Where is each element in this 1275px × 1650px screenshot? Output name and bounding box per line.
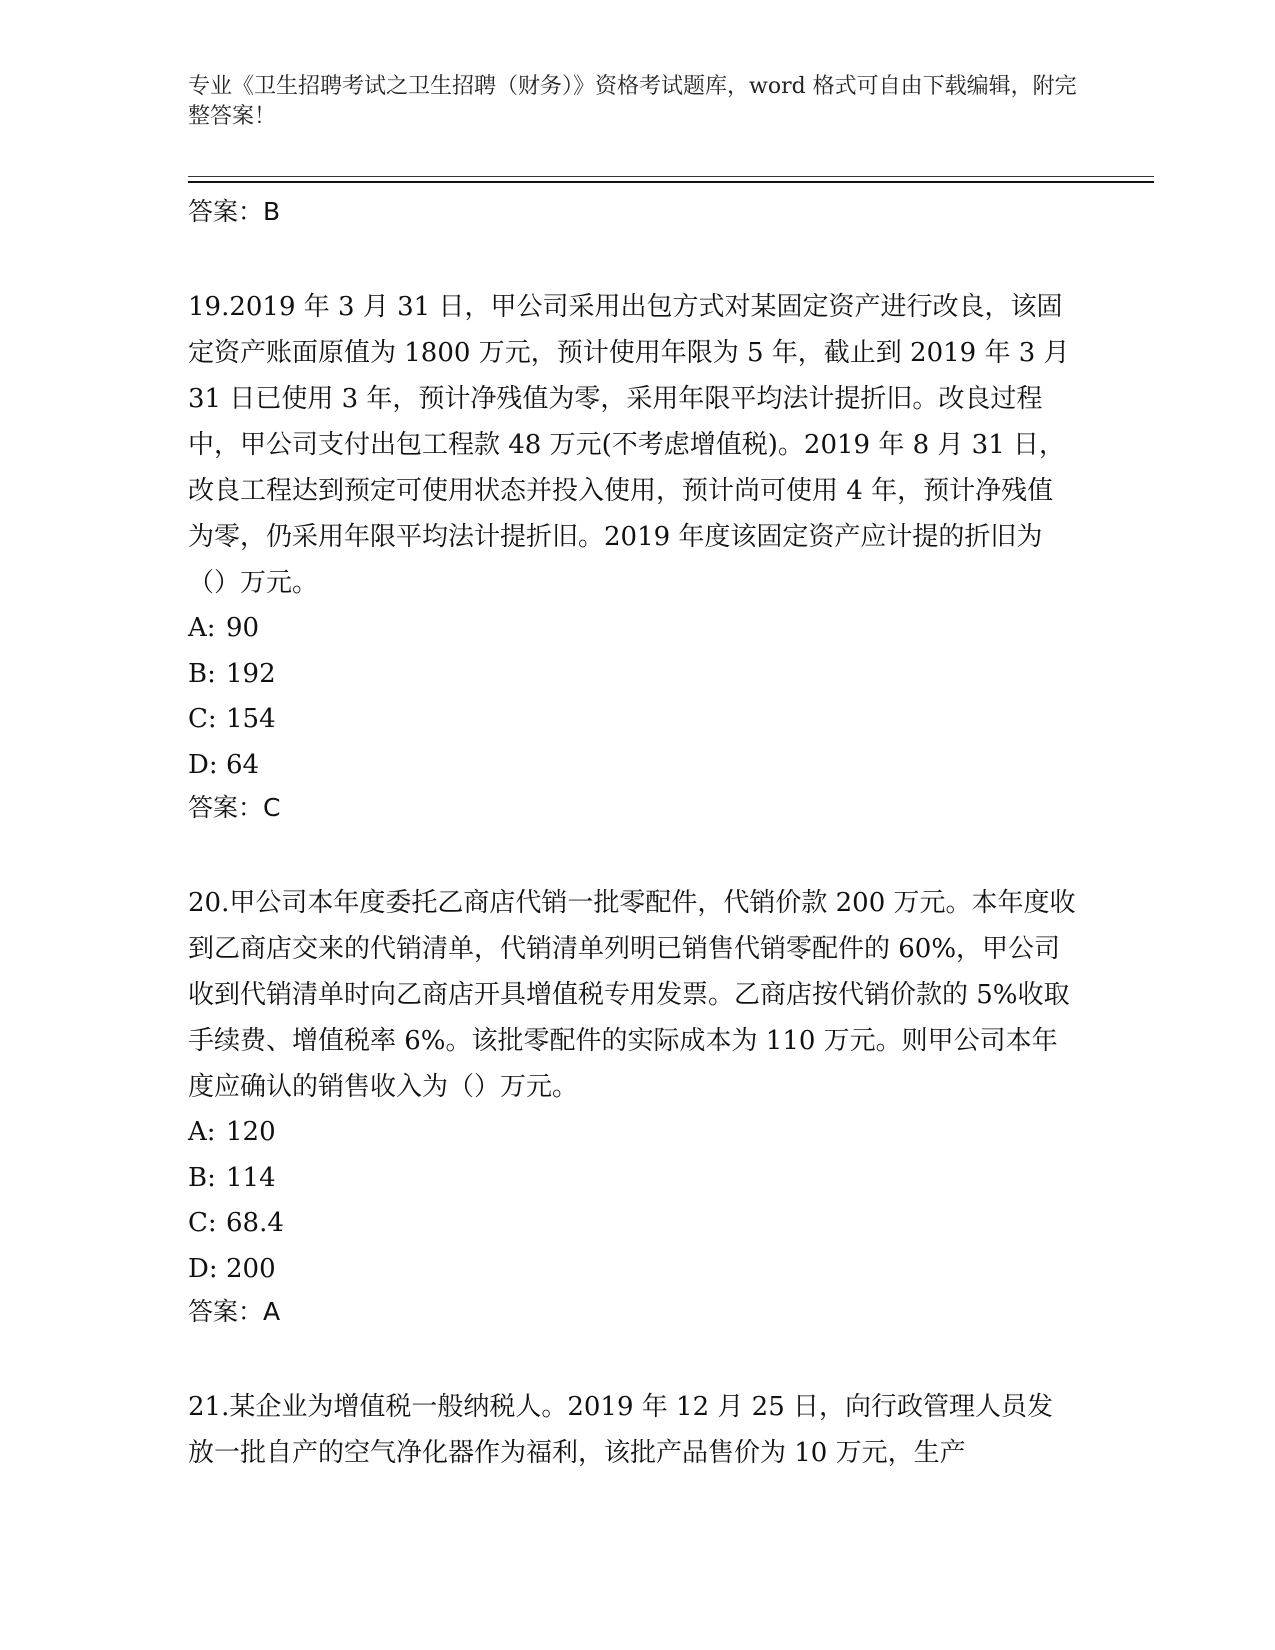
document-body — [188, 192, 1088, 1476]
option-value: 90 — [226, 613, 260, 643]
option-key: B: — [188, 658, 216, 689]
option-key: A: — [188, 613, 216, 643]
question-text: 21.某企业为增值税一般纳税人。2019 年 12 月 25 日，向行政管理人员发放一批自产的空气净化器作为福利，该批产品售价为 10 万元，生产 — [188, 1392, 1054, 1468]
header-rule-thick — [188, 181, 1154, 183]
option-value: 64 — [226, 749, 260, 780]
option-key: D: — [188, 749, 218, 780]
question-21 — [188, 1384, 1088, 1476]
option-a — [188, 606, 1088, 652]
prev-answer: 答案：B — [188, 197, 281, 226]
option-list — [188, 606, 1088, 788]
option-key: A: — [188, 1117, 216, 1147]
option-key: D: — [188, 1253, 218, 1284]
page-header — [188, 72, 1088, 132]
header-rule-thin — [188, 176, 1154, 177]
option-key: B: — [188, 1162, 216, 1193]
option-c — [188, 1201, 1088, 1247]
option-b — [188, 652, 1088, 698]
question-19 — [188, 284, 1088, 828]
option-c — [188, 697, 1088, 743]
option-key: C: — [188, 704, 217, 734]
answer-line: 答案：A — [188, 1297, 281, 1326]
answer-line: 答案：C — [188, 793, 281, 822]
option-a — [188, 1110, 1088, 1156]
option-d — [188, 743, 1088, 789]
option-d — [188, 1247, 1088, 1293]
header-text: 专业《卫生招聘考试之卫生招聘（财务）》资格考试题库，word 格式可自由下载编辑，附完整答案！ — [188, 74, 1077, 129]
option-value: 200 — [226, 1253, 276, 1284]
option-value: 192 — [226, 658, 276, 689]
question-text: 20.甲公司本年度委托乙商店代销一批零配件，代销价款 200 万元。本年度收到乙商店交来的代销清单，代销清单列明已销售代销零配件的 60%，甲公司收到代销清单时向乙商店开具增值税专用发票。乙商店按代销价款的 5%收取手续费、增值税率 6%。该批零配件的实际成本为 110 万元。则甲公司本年度应确认的销售收入为（）万元。 — [188, 888, 1076, 1102]
option-b — [188, 1156, 1088, 1202]
option-value: 114 — [226, 1162, 276, 1193]
option-value: 68.4 — [226, 1208, 284, 1238]
option-value: 120 — [226, 1117, 276, 1147]
question-text: 19.2019 年 3 月 31 日，甲公司采用出包方式对某固定资产进行改良，该固定资产账面原值为 1800 万元，预计使用年限为 5 年，截止到 2019 年 3 月 31 日已使用 3 年，预计净残值为零，采用年限平均法计提折旧。改良过程中，甲公司支付出包工程款 48 万元(不考虑增值税)。2019 年 8 月 31 日，改良工程达到预定可使用状态并投入使用，预计尚可使用 4 年，预计净残值为零，仍采用年限平均法计提折旧。2019 年度该固定资产应计提的折旧为（）万元。 — [188, 292, 1070, 598]
question-20 — [188, 880, 1088, 1332]
option-value: 154 — [226, 704, 276, 734]
option-list — [188, 1110, 1088, 1292]
option-key: C: — [188, 1208, 217, 1238]
